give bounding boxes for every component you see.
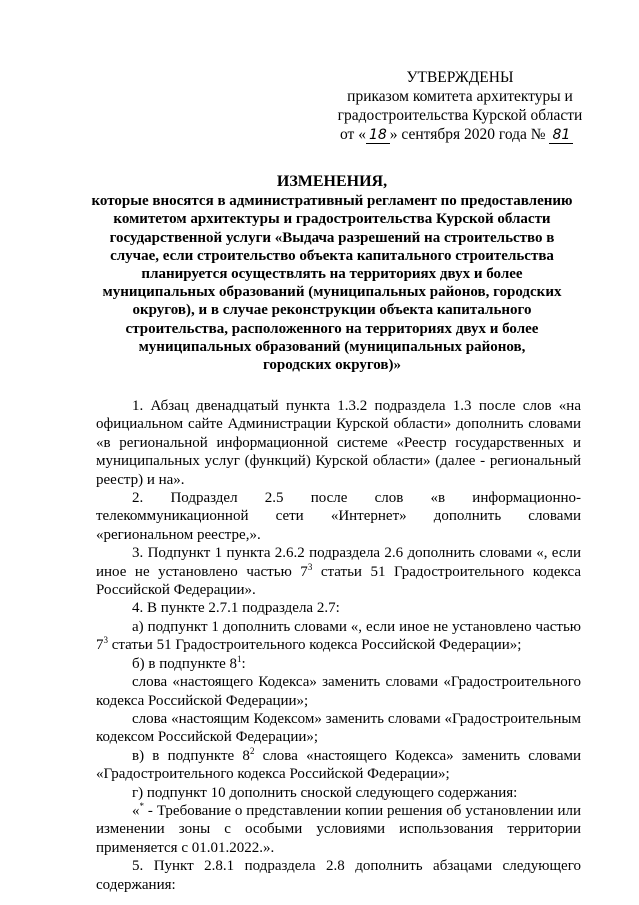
footnote-text: - Требование о представлении копии решения об установлении или изменении зоны с особыми условиями использования территории применяется с 01.01.2022.». (96, 802, 581, 856)
approval-title: УТВЕРЖДЕНЫ (406, 69, 514, 86)
title-line: государственной услуги «Выдача разрешений на строительство в (109, 229, 555, 246)
title-line: случае, если строительство объекта капитального строительства (110, 247, 554, 264)
approval-line-1: приказом комитета архитектуры и (347, 88, 573, 105)
paragraph-4g-footnote (96, 802, 581, 857)
approval-line-2: градостроительства Курской области (337, 107, 583, 124)
footnote-open-quote: « (132, 802, 140, 819)
paragraph-5: 5. Пункт 2.8.1 подраздела 2.8 дополнить абзацами следующего содержания: (96, 858, 581, 893)
paragraph-4v-text-a: в) в подпункте 8 (132, 747, 250, 764)
paragraph-4: 4. В пункте 2.7.1 подраздела 2.7: (132, 600, 340, 617)
paragraph-2-line-2: телекоммуникационной сети «Интернет» дополнить словами (96, 508, 581, 525)
superscript: 1 (237, 653, 242, 664)
title-line: округов), и в случае реконструкции объекта капитального (132, 302, 532, 319)
title-line: комитетом архитектуры и градостроительства Курской области (113, 211, 551, 228)
paragraph-1: 1. Абзац двенадцатый пункта 1.3.2 подраздела 1.3 после слов «на официальном сайте Администрации Курской области» дополнить словами «в региональной информационной системе «Реестр государственных и муниципальных услуг (функций) Курской области» (далее - региональный реестр) и на». (96, 398, 581, 488)
paragraph-4v (96, 747, 581, 784)
document-body (96, 397, 581, 894)
paragraph-2-line-3: «региональном реестре,». (96, 526, 261, 543)
title-line: строительства, расположенного на территориях двух и более (125, 320, 539, 337)
paragraph-4b (96, 655, 581, 673)
paragraph-4b-end: : (241, 655, 246, 672)
paragraph-4a-text-a: а) подпункт 1 дополнить словами «, если иное не установлено частью 7 (96, 618, 581, 654)
title-line: городских округов)» (262, 357, 402, 374)
paragraph-3-text-a: 3. Подпункт 1 пункта 2.6.2 подраздела 2.6 дополнить словами «, если иное не установлено частью 7 (96, 545, 581, 580)
paragraph-4a-text-b: статьи 51 Градостроительного кодекса Российской Федерации»; (108, 637, 522, 654)
title-line: которые вносятся в административный регламент по предоставлению (91, 193, 573, 210)
date-prefix: от « (340, 126, 366, 143)
date-middle: » сентября 2020 года № (389, 126, 546, 143)
paragraph-4b-1: слова «настоящего Кодекса» заменить словами «Градостроительного кодекса Российской Федерации»; (96, 674, 581, 709)
paragraph-4v-text-b: слова «настоящего Кодекса» заменить словами «Градостроительного кодекса Российской Федерации»; (96, 747, 581, 783)
handwritten-day: 18 (366, 128, 390, 144)
footnote-asterisk: * (139, 800, 144, 811)
superscript: 3 (307, 561, 313, 572)
approval-date-line (330, 125, 590, 144)
superscript: 2 (249, 745, 255, 756)
title-line: планируется осуществлять на территориях двух и более (141, 266, 523, 283)
paragraph-4a (96, 618, 581, 655)
title-heading: ИЗМЕНЕНИЯ, (276, 173, 388, 190)
approval-stamp (330, 68, 590, 144)
superscript: 3 (103, 635, 108, 646)
paragraph-3 (96, 544, 581, 599)
handwritten-number: 81 (549, 128, 573, 144)
document-title (62, 173, 602, 374)
paragraph-4b-text: б) в подпункте 8 (132, 655, 238, 672)
title-line: муниципальных образований (муниципальных районов, (138, 338, 526, 355)
paragraph-4g: г) подпункт 10 дополнить сноской следующего содержания: (132, 784, 518, 801)
paragraph-3-text-b: статьи 51 Градостроительного кодекса Российской Федерации». (96, 563, 581, 599)
title-line: муниципальных образований (муниципальных районов, городских (102, 284, 562, 301)
paragraph-4b-2: слова «настоящим Кодексом» заменить словами «Градостроительным кодексом Российской Федерации»; (96, 710, 581, 746)
paragraph-2-line-1: 2. Подраздел 2.5 после слов «в информационно- (132, 490, 581, 507)
